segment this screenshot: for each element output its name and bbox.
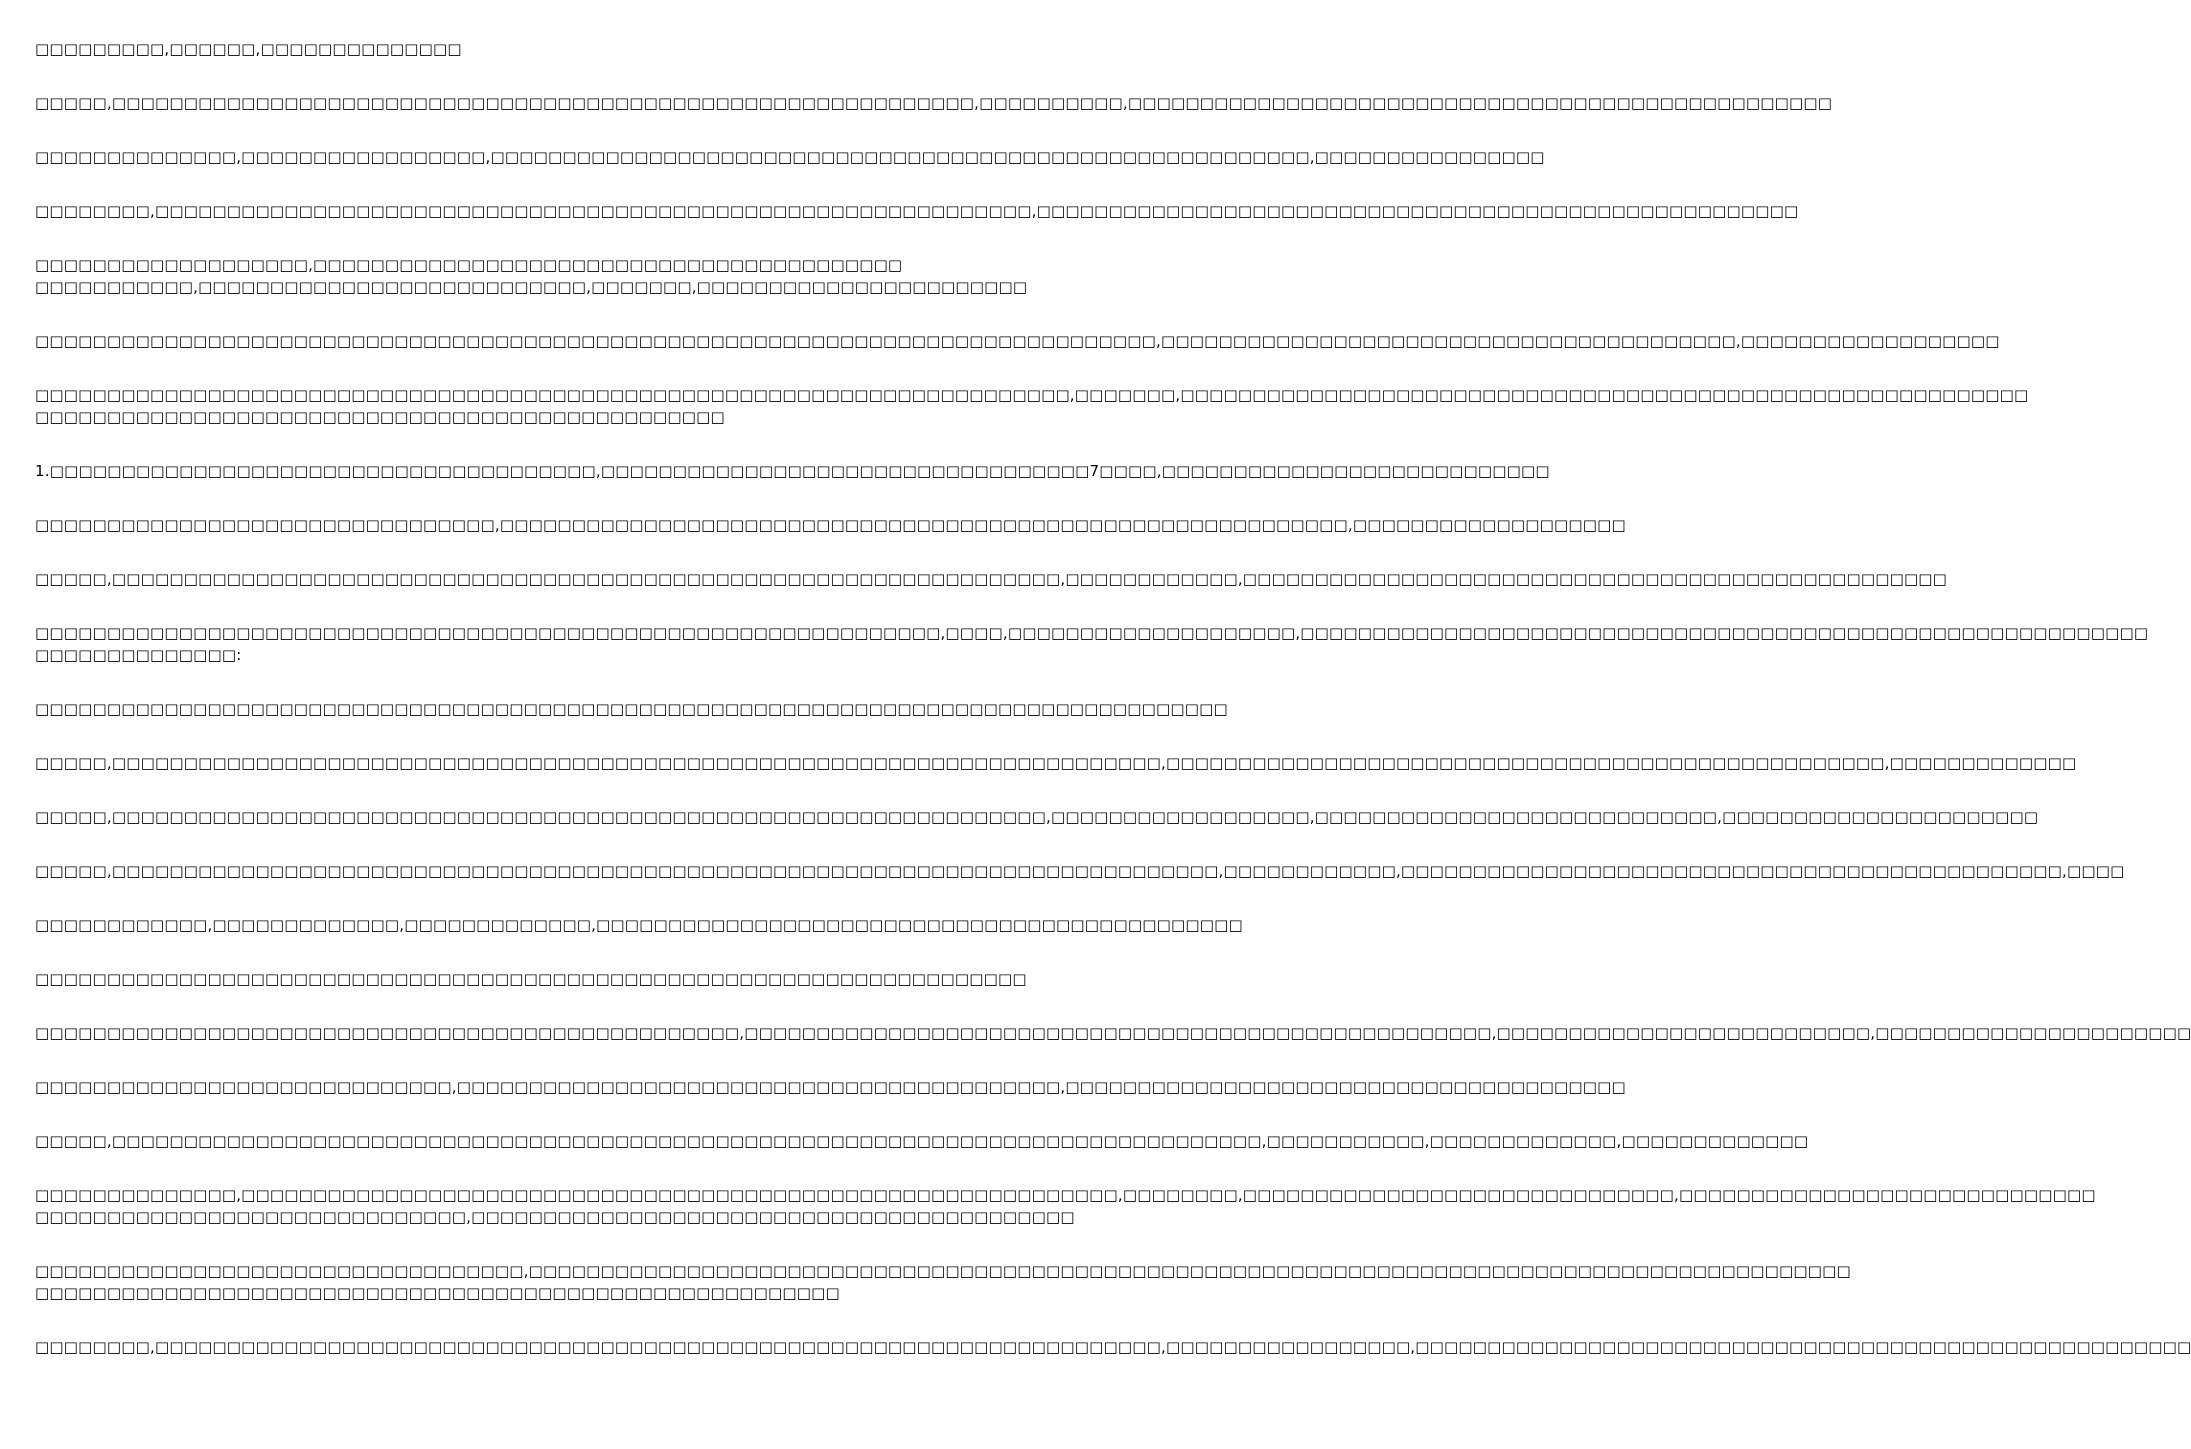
paragraph-22 (35, 1260, 1851, 1304)
paragraph-11 (35, 622, 2149, 666)
text-line: □□□□□□□□□□□□□□□□□□□□□□□□□□□□□□□□□□□□□□□□□□□□□□□□□□□□□□□□□□□□□□□□□□□□□ (35, 970, 1027, 988)
text-line: □□□□□□□□□□□□□□,□□□□□□□□□□□□□□□□□,□□□□□□□□□□□□□□□□□□□□□□□□□□□□□□□□□□□□□□□□□□□□□□□□□□□□□□□□□,□□□□□□□□□□□□□□□□ (35, 148, 1545, 166)
text-line: □□□□□,□□□□□□□□□□□□□□□□□□□□□□□□□□□□□□□□□□□□□□□□□□□□□□□□□□□□□□□□□□□□□□□□□□,□□□□□□□□□□□□,□□□□□□□□□□□□□□□□□□□□□□□□□□□□□□□□□□□□□□□□□□□□□□□□□ (35, 570, 1948, 588)
text-line: □□□□□□□□□□□□□□□□□□□□□□□□□□□□□□□□□□□□□□□□□□□□□□□□□□□□□□□□□□□□□□□□□□□□□□□□□□□□□□,□□□□□□□□□□□□□□□□□□□□□□□□□□□□□□□□□□□□□□□□,□□□□□□□□□□□□□□□□□□ (35, 332, 2000, 350)
paragraph-9 (35, 514, 1626, 536)
text-line: □□□□□□□□□□□□□□□□□□□□□□□□□□□□□□□□□□□□□□□□□□□□□□□□□,□□□□□□□□□□□□□□□□□□□□□□□□□□□□□□□□□□□□□□□□□□□□□□□□□□□□,□□□□□□□□□□□□□□□□□□□□□□□□□□,□□□□□□□□□□□□□□□□□□□□□□ (35, 1024, 2191, 1042)
paragraph-14 (35, 806, 2039, 828)
text-line: □□□□□□□□□□□□□□□□□□□,□□□□□□□□□□□□□□□□□□□□□□□□□□□□□□□□□□□□□□□□□ (35, 256, 903, 274)
text-line: □□□□□□□□□□□□□□□□□□□□□□□□□□□□□□□□□□□□□□□□□□□□□□□□ (35, 408, 725, 426)
text-line: □□□□□,□□□□□□□□□□□□□□□□□□□□□□□□□□□□□□□□□□□□□□□□□□□□□□□□□□□□□□□□□□□□,□□□□□□□□□□,□□□□□□□□□□□□□□□□□□□□□□□□□□□□□□□□□□□□□□□□□□□□□□□□□ (35, 94, 1833, 112)
text-line: □□□□□,□□□□□□□□□□□□□□□□□□□□□□□□□□□□□□□□□□□□□□□□□□□□□□□□□□□□□□□□□□□□□□□□□□□□□□□□□□□□□□□□,□□□□□□□□□□□,□□□□□□□□□□□□□,□□□□□□□□□□□□□ (35, 1132, 1809, 1150)
paragraph-15 (35, 860, 2125, 882)
paragraph-18 (35, 1022, 2191, 1044)
paragraph-8 (35, 460, 1550, 482)
text-line: □□□□□□□□□□□□□□□□□□□□□□□□□□□□□□□□□□,□□□□□□□□□□□□□□□□□□□□□□□□□□□□□□□□□□□□□□□□□□□□□□□□□□□□□□□□□□□□□□□□□□□□□□□□□□□□□□□□□□□□□□□□□□□□ (35, 1262, 1851, 1280)
paragraph-6 (35, 330, 2000, 352)
text-line: □□□□□□□□,□□□□□□□□□□□□□□□□□□□□□□□□□□□□□□□□□□□□□□□□□□□□□□□□□□□□□□□□□□□□□□□□□□□□□□,□□□□□□□□□□□□□□□□□,□□□□□□□□□□□□□□□□□□□□□□□□□□□□□□□□□□□□□□□□□□□□□□□□□□□□□□ (35, 1338, 2191, 1356)
text-line: □□□□□□□□□□□□□□□□□□□□□□□□□□□□□□□□□□□□□□□□□□□□□□□□□□□□□□□□□□□□□□□,□□□□,□□□□□□□□□□□□□□□□□□□□,□□□□□□□□□□□□□□□□□□□□□□□□□□□□□□□□□□□□□□□□□□□□□□□□□□□□□□□□□□□ (35, 624, 2149, 642)
paragraph-17 (35, 968, 1027, 990)
text-line: □□□□□,□□□□□□□□□□□□□□□□□□□□□□□□□□□□□□□□□□□□□□□□□□□□□□□□□□□□□□□□□□□□□□□□□□□□□□□□□,□□□□□□□□□□□□□□□□□□□□□□□□□□□□□□□□□□□□□□□□□□□□□□□□□□,□□□□□□□□□□□□□ (35, 754, 2077, 772)
paragraph-13 (35, 752, 2077, 774)
paragraph-5 (35, 254, 1028, 298)
paragraph-7 (35, 384, 2029, 428)
document-page (35, 38, 2191, 1438)
text-line: □□□□□□□□□□□□□□□□□□□□□□□□□□□□□□□□□□□□□□□□□□□□□□□□□□□□□□□□ (35, 1284, 840, 1302)
paragraph-12 (35, 698, 1228, 720)
paragraph-21 (35, 1184, 2096, 1228)
text-line: □□□□□□□□□□□□□□□□□□□□□□□□□□□□□□□□,□□□□□□□□□□□□□□□□□□□□□□□□□□□□□□□□□□□□□□□□□□□□□□□□□□□□□□□□□□□,□□□□□□□□□□□□□□□□□□□ (35, 516, 1626, 534)
text-line: □□□□□□□□□□□□□□□□□□□□□□□□□□□□□□□□□□□□□□□□□□□□□□□□□□□□□□□□□□□□□□□□□□□□□□□□,□□□□□□□,□□□□□□□□□□□□□□□□□□□□□□□□□□□□□□□□□□□□□□□□□□□□□□□□□□□□□□□□□□□ (35, 386, 2029, 404)
text-line: □□□□□□□□□□□□,□□□□□□□□□□□□□,□□□□□□□□□□□□□,□□□□□□□□□□□□□□□□□□□□□□□□□□□□□□□□□□□□□□□□□□□□□ (35, 916, 1243, 934)
text-line: □□□□□□□□□□□□□□□□□□□□□□□□□□□□□,□□□□□□□□□□□□□□□□□□□□□□□□□□□□□□□□□□□□□□□□□□,□□□□□□□□□□□□□□□□□□□□□□□□□□□□□□□□□□□□□□□ (35, 1078, 1626, 1096)
text-line: □□□□□□□□□□□,□□□□□□□□□□□□□□□□□□□□□□□□□□□,□□□□□□□,□□□□□□□□□□□□□□□□□□□□□□□ (35, 278, 1028, 296)
paragraph-1 (35, 38, 990, 60)
paragraph-20 (35, 1130, 1809, 1152)
text-line: □□□□□□□□,□□□□□□□□□□□□□□□□□□□□□□□□□□□□□□□□□□□□□□□□□□□□□□□□□□□□□□□□□□□□□,□□□□□□□□□□□□□□□□□□□□□□□□□□□□□□□□□□□□□□□□□□□□□□□□□□□□□ (35, 202, 1799, 220)
text-line: □□□□□□□□□□□□□□: (35, 646, 242, 664)
paragraph-16 (35, 914, 1243, 936)
text-line: □□□□□□□□□,□□□□□□,□□□□□□□□□□□□□□ (35, 40, 462, 58)
paragraph-19 (35, 1076, 1626, 1098)
text-line: □□□□□□□□□□□□□□□□□□□□□□□□□□□□□□,□□□□□□□□□□□□□□□□□□□□□□□□□□□□□□□□□□□□□□□□□□ (35, 1208, 1075, 1226)
paragraph-2 (35, 92, 1833, 114)
paragraph-4 (35, 200, 1799, 222)
text-line: □□□□□,□□□□□□□□□□□□□□□□□□□□□□□□□□□□□□□□□□□□□□□□□□□□□□□□□□□□□□□□□□□□□□□□□□□□□□□□□□□□□,□□□□□□□□□□□□,□□□□□□□□□□□□□□□□□□□□□□□□□□□□□□□□□□□□□□□□□□□□□□,□□□□ (35, 862, 2125, 880)
text-line: □□□□□□□□□□□□□□,□□□□□□□□□□□□□□□□□□□□□□□□□□□□□□□□□□□□□□□□□□□□□□□□□□□□□□□□□□□□□,□□□□□□□□,□□□□□□□□□□□□□□□□□□□□□□□□□□□□□□,□□□□□□□□□□□□□□□□□□□□□□□□□□□□□ (35, 1186, 2096, 1204)
paragraph-10 (35, 568, 1948, 590)
paragraph-3 (35, 146, 1545, 168)
text-line: 1.□□□□□□□□□□□□□□□□□□□□□□□□□□□□□□□□□□□□□□,□□□□□□□□□□□□□□□□□□□□□□□□□□□□□□□□□□7□□□□,□□□□□□□□□□□□□□□□□□□□□□□□□□□ (35, 462, 1550, 480)
paragraph-23 (35, 1336, 2191, 1358)
text-line: □□□□□,□□□□□□□□□□□□□□□□□□□□□□□□□□□□□□□□□□□□□□□□□□□□□□□□□□□□□□□□□□□□□□□□□,□□□□□□□□□□□□□□□□□□,□□□□□□□□□□□□□□□□□□□□□□□□□□□□,□□□□□□□□□□□□□□□□□□□□□□ (35, 808, 2039, 826)
text-line: □□□□□□□□□□□□□□□□□□□□□□□□□□□□□□□□□□□□□□□□□□□□□□□□□□□□□□□□□□□□□□□□□□□□□□□□□□□□□□□□□□□ (35, 700, 1228, 718)
